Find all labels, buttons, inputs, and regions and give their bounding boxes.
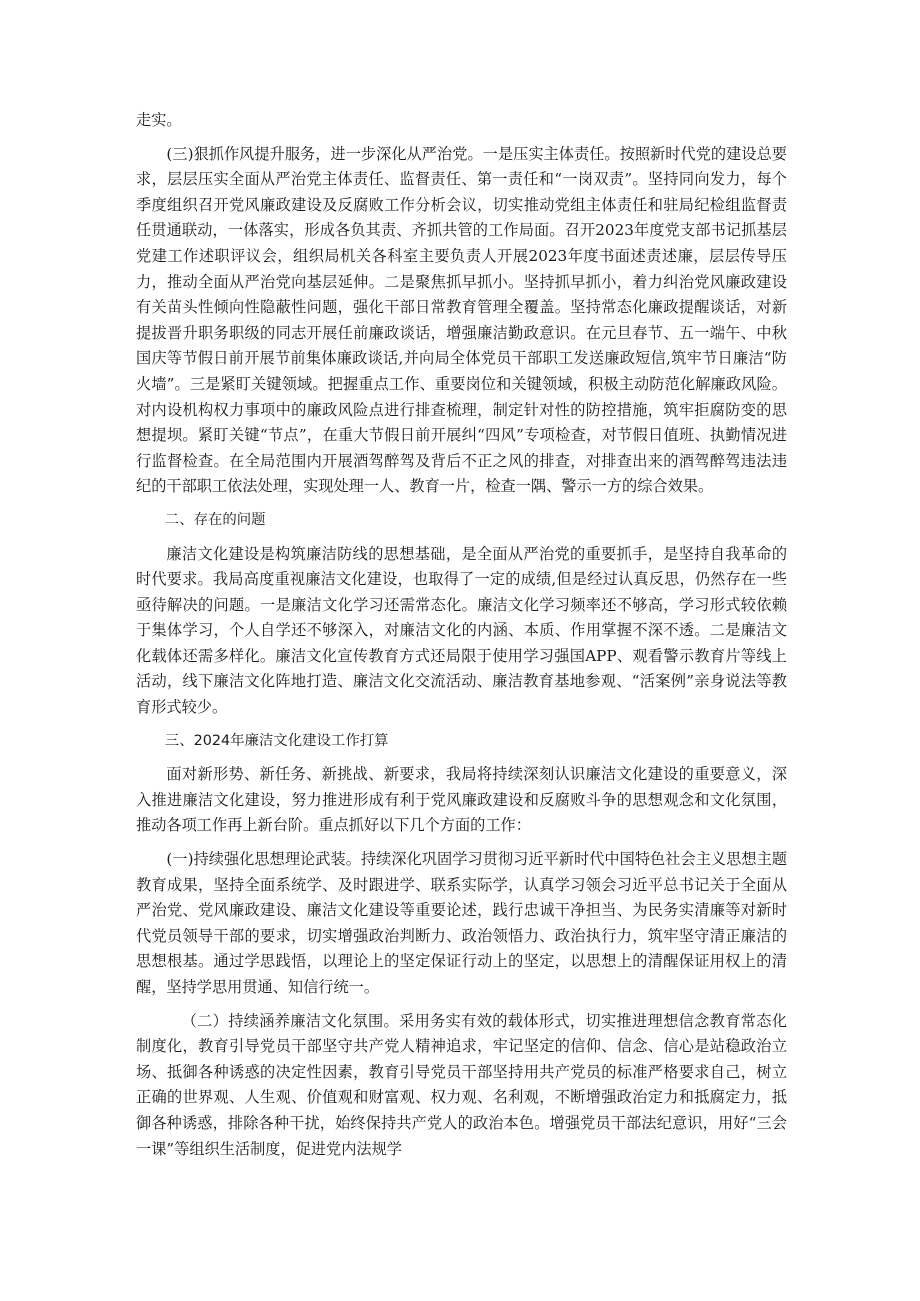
- paragraph-continuation: 走实。: [136, 111, 182, 129]
- paragraph-plans-intro: 面对新形势、新任务、新挑战、新要求，我局将持续深刻认识廉洁文化建设的重要意义，深入推进廉洁文化建设，努力推进形成有利于党风廉政建设和反腐败斗争的思想观念和文化氛围，推动各项工作再上新台阶。重点抓好以下几个方面的工作：: [136, 765, 787, 835]
- document-page: [136, 108, 787, 1162]
- paragraph-culture-atmosphere: （二）持续涵养廉洁文化氛围。采用务实有效的载体形式，切实推进理想信念教育常态化制度化，教育引导党员干部坚守共产党人精神追求，牢记坚定的信仰、信念、信心是站稳政治立场、抵御各种诱惑的决定性因素，教育引导党员干部坚持用共产党员的标准严格要求自己，树立正确的世界观、人生观、价值观和财富观、权力观、名利观，不断增强政治定力和抵腐定力，抵御各种诱惑，排除各种干扰，始终保持共产党人的政治本色。增强党员干部法纪意识，用好“三会一课”等组织生活制度，促进党内法规学: [136, 1011, 787, 1158]
- paragraph-work-style: (三)狠抓作风提升服务，进一步深化从严治党。一是压实主体责任。按照新时代党的建设总要求，层层压实全面从严治党主体责任、监督责任、第一责任和“一岗双责”。坚持同向发力，每个季度组织召开党风廉政建设及反腐败工作分析会议，切实推动党组主体责任和驻局纪检组监督责任贯通联动，一体落实，形成各负其责、齐抓共管的工作局面。召开2023年度党支部书记抓基层党建工作述职评议会，组织局机关各科室主要负责人开展2023年度书面述责述廉，层层传导压力，推动全面从严治党向基层延伸。二是聚焦抓早抓小。坚持抓早抓小，着力纠治党风廉政建设有关苗头性倾向性隐蔽性问题，强化干部日常教育管理全覆盖。坚持常态化廉政提醒谈话，对新提拔晋升职务职级的同志开展任前廉政谈话，增强廉洁勤政意识。在元旦春节、五一端午、中秋国庆等节假日前开展节前集体廉政谈话,并向局全体党员干部职工发送廉政短信,筑牢节日廉洁“防火墙”。三是紧盯关键领域。把握重点工作、重要岗位和关键领域，积极主动防范化解廉政风险。对内设机构权力事项中的廉政风险点进行排查梳理，制定针对性的防控措施，筑牢拒腐防变的思想提坝。紧盯关键“节点”，在重大节假日前开展纠“四风”专项检查，对节假日值班、执勤情况进行监督检查。在全局范围内开展酒驾醉驾及背后不正之风的排查，对排查出来的酒驾醉驾违法违纪的干部职工依法处理，实现处理一人、教育一片，检查一隅、警示一方的综合效果。: [136, 144, 787, 496]
- section-heading-plans-2024: 三、2024年廉洁文化建设工作打算: [164, 732, 389, 749]
- section-heading-problems: 二、存在的问题: [164, 511, 266, 528]
- paragraph-problems: 廉洁文化建设是构筑廉洁防线的思想基础，是全面从严治党的重要抓手，是坚持自我革命的时代要求。我局高度重视廉洁文化建设，也取得了一定的成绩,但是经过认真反思，仍然存在一些亟待解决的问题。一是廉洁文化学习还需常态化。廉洁文化学习频率还不够高，学习形式较依赖于集体学习，个人自学还不够深入，对廉洁文化的内涵、本质、作用掌握不深不透。二是廉洁文化载体还需多样化。廉洁文化宣传教育方式还局限于使用学习强国APP、观看警示教育片等线上活动，线下廉洁文化阵地打造、廉洁文化交流活动、廉洁教育基地参观、“活案例”亲身说法等教育形式较少。: [136, 544, 787, 717]
- paragraph-theory-study: (一)持续强化思想理论武装。持续深化巩固学习贯彻习近平新时代中国特色社会主义思想主题教育成果，坚持全面系统学、及时跟进学、联系实际学，认真学习领会习近平总书记关于全面从严治党、党风廉政建设、廉洁文化建设等重要论述，践行忠诚干净担当、为民务实清廉等对新时代党员领导干部的要求，切实增强政治判断力、政治领悟力、政治执行力，筑牢坚守清正廉洁的思想根基。通过学思践悟，以理论上的坚定保证行动上的坚定，以思想上的清醒保证用权上的清醒，坚持学思用贯通、知信行统一。: [136, 850, 787, 996]
